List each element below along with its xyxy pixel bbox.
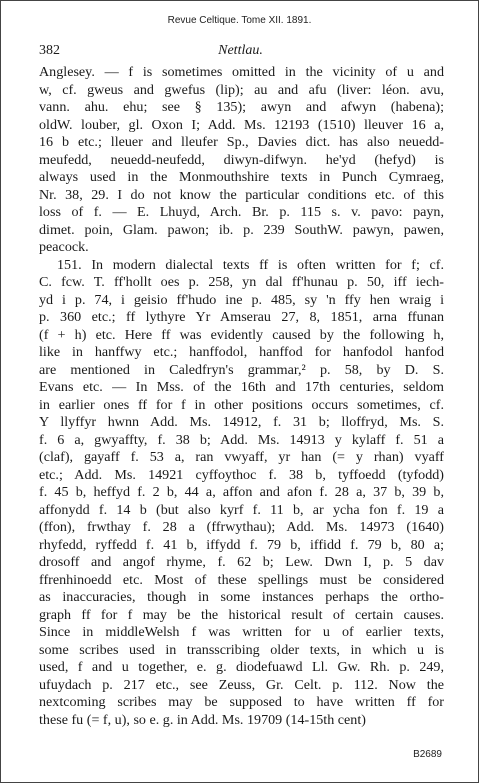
text-line: f. 6 a, gwyaffty, f. 38 b; Add. Ms. 14913 y kylaff f. 51 a [39, 431, 444, 448]
text-line: as inaccuracies, though in some instances perhaps the ortho- [39, 589, 444, 605]
source-citation: Revue Celtique. Tome XII. 1891. [167, 15, 312, 26]
text-line: dimet. poin, Glam. pawon; ib. p. 239 SouthW. pawyn, pawen, [39, 221, 444, 238]
text-line: (ffon), frwthay f. 28 a (ffrwythau); Add. Ms. 14973 (1640) [39, 519, 444, 535]
text-line: ufuydach p. 217 etc., see Zeuss, Gr. Celt. p. 112. Now the [39, 676, 444, 693]
text-line: w, cf. gweus and gwefus (lip); au and afu (liver: léon. avu, [39, 81, 444, 98]
text-line: (claf), gayaff f. 53 a, ran vwyaff, yr han (= y rhan) vyaff [39, 449, 444, 465]
body-text [39, 64, 444, 729]
text-line: nextcoming scribes may be supposed to have written ff for [39, 694, 444, 710]
text-line: rhyfedd, ryffedd f. 41 b, iffydd f. 79 b, iffidd f. 79 b, 80 a; [39, 536, 444, 553]
text-line: (f + h) etc. Here ff was evidently caused by the following h, [39, 326, 444, 343]
text-line: yd i p. 74, i geisio ff'hudo ine p. 485, sy 'n ffy hen wraig i [39, 291, 444, 308]
text-line: vann. ahu. ehu; see § 135); awyn and afwyn (habena); [39, 99, 444, 115]
text-line: oldW. louber, gl. Oxon I; Add. Ms. 12193 (1510) lleuver 16 a, [39, 116, 444, 133]
text-line: graph ff for f may be the historical result of certain causes. [39, 606, 444, 623]
text-line: etc.; Add. Ms. 14921 cyffoythoc f. 38 b, tyffoedd (tyfodd) [39, 466, 444, 483]
text-line: these fu (= f, u), so e. g. in Add. Ms. 19709 (14-15th cent) [39, 711, 366, 728]
text-line: used, f and u together, e. g. diodefuawd Ll. Gw. Rh. p. 249, [39, 659, 444, 675]
text-line: in earlier ones ff for f in other positions occurs sometimes, cf. [39, 396, 444, 413]
text-line: 151. In modern dialectal texts ff is often written for f; cf. [57, 256, 444, 273]
page-number: 382 [39, 43, 60, 58]
text-line: Y llyffyr hwnn Add. Ms. 14912, f. 31 b; lloffryd, Ms. S. [39, 414, 444, 430]
text-line: some scribes used in transscribing older texts, in which u is [39, 641, 444, 658]
text-line: meufedd, neuedd-neufedd, diwyn-difwyn. he'yd (hefyd) is [39, 151, 444, 168]
paragraph-151 [39, 257, 444, 730]
text-line: drosoff and angof rhyme, f. 62 b; Lew. Dwn I, p. 5 dav [39, 554, 444, 570]
text-line: are mentioned in Caledfryn's grammar,² p. 58, by D. S. [39, 361, 444, 378]
text-line: affonydd f. 14 b (but also kyrf f. 11 b, ar ycha fon f. 19 a [39, 501, 444, 518]
text-line: Evans etc. — In Mss. of the 16th and 17th centuries, seldom [39, 379, 444, 395]
running-title: Nettlau. [218, 43, 263, 58]
text-line: Anglesey. — f is sometimes omitted in the vicinity of u and [39, 64, 444, 80]
document-id: B2689 [413, 749, 442, 760]
running-head [39, 43, 442, 59]
text-line: always used in the Monmouthshire texts in Punch Cymraeg, [39, 169, 444, 185]
text-line: C. fcw. T. ff'hollt oes p. 258, yn dal ff'hunau p. 50, iff iech- [39, 274, 444, 290]
text-line: Since in middleWelsh f was written for u of earlier texts, [39, 624, 444, 640]
text-line: p. 360 etc.; ff lythyre Yr Amserau 27, 8, 1851, arna ffunan [39, 309, 444, 325]
paragraph-150-continuation [39, 64, 444, 257]
text-line: ffrenhinoedd etc. Most of these spellings must be considered [39, 571, 444, 588]
text-line: peacock. [39, 239, 89, 255]
text-line: Nr. 38, 29. I do not know the particular conditions etc. of this [39, 186, 444, 203]
text-line: loss of f. — E. Lhuyd, Arch. Br. p. 115 s. v. pavo: payn, [39, 204, 444, 220]
text-line: 16 b etc.; lleuer and lleufer Sp., Davies dict. has also neuedd- [39, 134, 444, 150]
text-line: like in hanffwy etc.; hanffodol, hanffod for hanfodol hanfod [39, 344, 444, 360]
text-line: f. 45 b, heffyd f. 2 b, 44 a, affon and afon f. 28 a, 37 b, 39 b, [39, 484, 444, 500]
